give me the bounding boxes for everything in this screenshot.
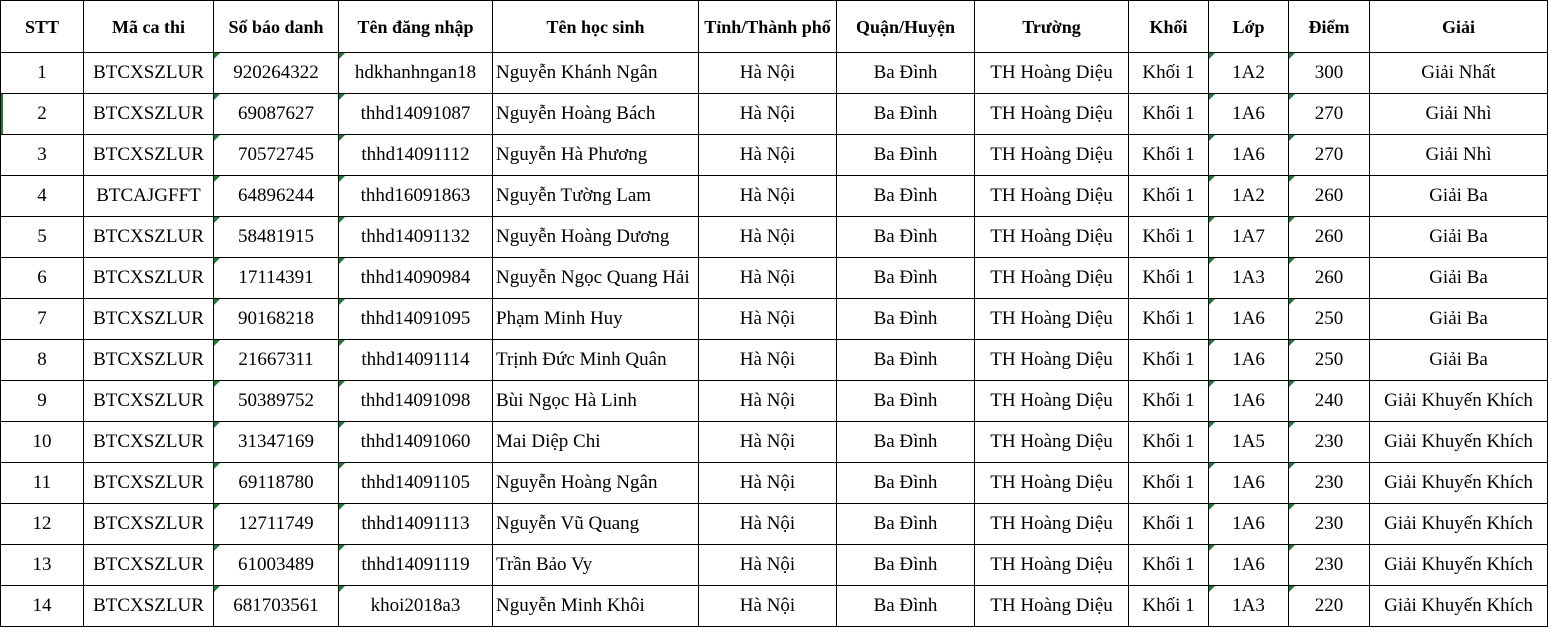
table-row (1, 94, 1548, 135)
cell-province[interactable]: Hà Nội (699, 135, 837, 176)
cell-school[interactable]: TH Hoàng Diệu (975, 135, 1129, 176)
cell-district[interactable]: Ba Đình (837, 217, 975, 258)
cell-exam-code[interactable]: BTCXSZLUR (84, 422, 214, 463)
cell-candidate-no[interactable]: 17114391 (214, 258, 339, 299)
header-school[interactable]: Trường (975, 1, 1129, 53)
cell-username[interactable]: thhd14091119 (339, 545, 493, 586)
cell-province[interactable]: Hà Nội (699, 504, 837, 545)
cell-school[interactable]: TH Hoàng Diệu (975, 176, 1129, 217)
header-class[interactable]: Lớp (1209, 1, 1289, 53)
cell-school[interactable]: TH Hoàng Diệu (975, 340, 1129, 381)
cell-exam-code[interactable]: BTCXSZLUR (84, 586, 214, 627)
cell-district[interactable]: Ba Đình (837, 463, 975, 504)
cell-province[interactable]: Hà Nội (699, 94, 837, 135)
cell-candidate-no[interactable]: 64896244 (214, 176, 339, 217)
cell-stt[interactable]: 12 (1, 504, 84, 545)
cell-district[interactable]: Ba Đình (837, 94, 975, 135)
cell-exam-code[interactable]: BTCXSZLUR (84, 340, 214, 381)
cell-class[interactable]: 1A3 (1209, 586, 1289, 627)
table-row (1, 135, 1548, 176)
cell-username[interactable]: thhd14090984 (339, 258, 493, 299)
table-row (1, 258, 1548, 299)
cell-grade[interactable]: Khối 1 (1129, 340, 1209, 381)
table-row (1, 504, 1548, 545)
cell-username[interactable]: thhd14091114 (339, 340, 493, 381)
cell-candidate-no[interactable]: 70572745 (214, 135, 339, 176)
cell-score[interactable]: 260 (1289, 258, 1370, 299)
cell-student-name[interactable]: Nguyễn Vũ Quang (493, 504, 699, 545)
table-row (1, 53, 1548, 94)
cell-class[interactable]: 1A6 (1209, 463, 1289, 504)
cell-stt[interactable]: 6 (1, 258, 84, 299)
cell-province[interactable]: Hà Nội (699, 53, 837, 94)
cell-school[interactable]: TH Hoàng Diệu (975, 217, 1129, 258)
cell-grade[interactable]: Khối 1 (1129, 299, 1209, 340)
cell-student-name[interactable]: Nguyễn Hoàng Dương (493, 217, 699, 258)
cell-grade[interactable]: Khối 1 (1129, 217, 1209, 258)
cell-score[interactable]: 230 (1289, 504, 1370, 545)
cell-class[interactable]: 1A5 (1209, 422, 1289, 463)
cell-district[interactable]: Ba Đình (837, 53, 975, 94)
cell-school[interactable]: TH Hoàng Diệu (975, 53, 1129, 94)
table-row (1, 586, 1548, 627)
cell-student-name[interactable]: Nguyễn Ngọc Quang Hải (493, 258, 699, 299)
header-candidate-no[interactable]: Số báo danh (214, 1, 339, 53)
cell-student-name[interactable]: Nguyễn Khánh Ngân (493, 53, 699, 94)
cell-candidate-no[interactable]: 69118780 (214, 463, 339, 504)
cell-student-name[interactable]: Phạm Minh Huy (493, 299, 699, 340)
table-row (1, 299, 1548, 340)
cell-province[interactable]: Hà Nội (699, 340, 837, 381)
cell-school[interactable]: TH Hoàng Diệu (975, 422, 1129, 463)
cell-grade[interactable]: Khối 1 (1129, 94, 1209, 135)
cell-school[interactable]: TH Hoàng Diệu (975, 94, 1129, 135)
cell-grade[interactable]: Khối 1 (1129, 586, 1209, 627)
cell-candidate-no[interactable]: 61003489 (214, 545, 339, 586)
cell-student-name[interactable]: Nguyễn Minh Khôi (493, 586, 699, 627)
cell-award[interactable]: Giải Khuyến Khích (1370, 381, 1548, 422)
table-row (1, 545, 1548, 586)
cell-province[interactable]: Hà Nội (699, 299, 837, 340)
cell-school[interactable]: TH Hoàng Diệu (975, 504, 1129, 545)
cell-award[interactable]: Giải Ba (1370, 340, 1548, 381)
cell-grade[interactable]: Khối 1 (1129, 176, 1209, 217)
cell-school[interactable]: TH Hoàng Diệu (975, 586, 1129, 627)
cell-award[interactable]: Giải Ba (1370, 217, 1548, 258)
cell-grade[interactable]: Khối 1 (1129, 53, 1209, 94)
cell-province[interactable]: Hà Nội (699, 545, 837, 586)
cell-award[interactable]: Giải Khuyến Khích (1370, 463, 1548, 504)
header-grade[interactable]: Khối (1129, 1, 1209, 53)
cell-exam-code[interactable]: BTCXSZLUR (84, 135, 214, 176)
table-row (1, 217, 1548, 258)
cell-grade[interactable]: Khối 1 (1129, 135, 1209, 176)
cell-province[interactable]: Hà Nội (699, 586, 837, 627)
cell-stt[interactable]: 13 (1, 545, 84, 586)
cell-district[interactable]: Ba Đình (837, 381, 975, 422)
table-row (1, 381, 1548, 422)
cell-province[interactable]: Hà Nội (699, 463, 837, 504)
cell-username[interactable]: thhd14091060 (339, 422, 493, 463)
cell-district[interactable]: Ba Đình (837, 176, 975, 217)
cell-username[interactable]: thhd14091105 (339, 463, 493, 504)
cell-class[interactable]: 1A2 (1209, 176, 1289, 217)
cell-class[interactable]: 1A3 (1209, 258, 1289, 299)
cell-class[interactable]: 1A6 (1209, 299, 1289, 340)
cell-stt[interactable]: 14 (1, 586, 84, 627)
cell-school[interactable]: TH Hoàng Diệu (975, 258, 1129, 299)
cell-award[interactable]: Giải Khuyến Khích (1370, 545, 1548, 586)
cell-school[interactable]: TH Hoàng Diệu (975, 381, 1129, 422)
cell-score[interactable]: 300 (1289, 53, 1370, 94)
cell-candidate-no[interactable]: 21667311 (214, 340, 339, 381)
header-exam-code[interactable]: Mã ca thi (84, 1, 214, 53)
header-district[interactable]: Quận/Huyện (837, 1, 975, 53)
cell-district[interactable]: Ba Đình (837, 586, 975, 627)
cell-district[interactable]: Ba Đình (837, 135, 975, 176)
cell-candidate-no[interactable]: 58481915 (214, 217, 339, 258)
cell-school[interactable]: TH Hoàng Diệu (975, 463, 1129, 504)
cell-username[interactable]: thhd16091863 (339, 176, 493, 217)
header-province[interactable]: Tỉnh/Thành phố (699, 1, 837, 53)
cell-exam-code[interactable]: BTCAJGFFT (84, 176, 214, 217)
cell-award[interactable]: Giải Ba (1370, 258, 1548, 299)
cell-class[interactable]: 1A2 (1209, 53, 1289, 94)
cell-award[interactable]: Giải Khuyến Khích (1370, 586, 1548, 627)
cell-student-name[interactable]: Trịnh Đức Minh Quân (493, 340, 699, 381)
cell-username[interactable]: hdkhanhngan18 (339, 53, 493, 94)
cell-username[interactable]: thhd14091132 (339, 217, 493, 258)
cell-exam-code[interactable]: BTCXSZLUR (84, 94, 214, 135)
cell-award[interactable]: Giải Nhì (1370, 135, 1548, 176)
cell-stt[interactable]: 8 (1, 340, 84, 381)
cell-student-name[interactable]: Nguyễn Hoàng Bách (493, 94, 699, 135)
cell-province[interactable]: Hà Nội (699, 381, 837, 422)
cell-province[interactable]: Hà Nội (699, 176, 837, 217)
table-row (1, 340, 1548, 381)
header-row (1, 1, 1548, 53)
cell-score[interactable]: 250 (1289, 299, 1370, 340)
cell-score[interactable]: 260 (1289, 176, 1370, 217)
cell-province[interactable]: Hà Nội (699, 217, 837, 258)
cell-exam-code[interactable]: BTCXSZLUR (84, 545, 214, 586)
cell-province[interactable]: Hà Nội (699, 258, 837, 299)
cell-district[interactable]: Ba Đình (837, 258, 975, 299)
cell-grade[interactable]: Khối 1 (1129, 381, 1209, 422)
cell-username[interactable]: thhd14091095 (339, 299, 493, 340)
cell-stt[interactable]: 5 (1, 217, 84, 258)
header-username[interactable]: Tên đăng nhập (339, 1, 493, 53)
cell-class[interactable]: 1A6 (1209, 545, 1289, 586)
cell-student-name[interactable]: Nguyễn Tường Lam (493, 176, 699, 217)
cell-exam-code[interactable]: BTCXSZLUR (84, 217, 214, 258)
cell-score[interactable]: 270 (1289, 135, 1370, 176)
cell-student-name[interactable]: Mai Diệp Chi (493, 422, 699, 463)
cell-class[interactable]: 1A6 (1209, 94, 1289, 135)
cell-grade[interactable]: Khối 1 (1129, 545, 1209, 586)
cell-stt[interactable]: 2 (1, 94, 84, 135)
cell-exam-code[interactable]: BTCXSZLUR (84, 258, 214, 299)
table-row (1, 463, 1548, 504)
cell-exam-code[interactable]: BTCXSZLUR (84, 463, 214, 504)
cell-class[interactable]: 1A7 (1209, 217, 1289, 258)
cell-candidate-no[interactable]: 681703561 (214, 586, 339, 627)
cell-exam-code[interactable]: BTCXSZLUR (84, 299, 214, 340)
cell-candidate-no[interactable]: 90168218 (214, 299, 339, 340)
cell-award[interactable]: Giải Nhì (1370, 94, 1548, 135)
cell-student-name[interactable]: Nguyễn Hà Phương (493, 135, 699, 176)
header-award[interactable]: Giải (1370, 1, 1548, 53)
cell-stt[interactable]: 3 (1, 135, 84, 176)
cell-student-name[interactable]: Bùi Ngọc Hà Linh (493, 381, 699, 422)
cell-score[interactable]: 250 (1289, 340, 1370, 381)
cell-stt[interactable]: 10 (1, 422, 84, 463)
cell-username[interactable]: thhd14091087 (339, 94, 493, 135)
cell-award[interactable]: Giải Ba (1370, 176, 1548, 217)
cell-award[interactable]: Giải Nhất (1370, 53, 1548, 94)
cell-username[interactable]: thhd14091112 (339, 135, 493, 176)
cell-username[interactable]: thhd14091098 (339, 381, 493, 422)
cell-score[interactable]: 230 (1289, 422, 1370, 463)
cell-district[interactable]: Ba Đình (837, 422, 975, 463)
cell-district[interactable]: Ba Đình (837, 299, 975, 340)
cell-grade[interactable]: Khối 1 (1129, 504, 1209, 545)
cell-exam-code[interactable]: BTCXSZLUR (84, 53, 214, 94)
cell-district[interactable]: Ba Đình (837, 545, 975, 586)
cell-class[interactable]: 1A6 (1209, 504, 1289, 545)
cell-district[interactable]: Ba Đình (837, 504, 975, 545)
cell-award[interactable]: Giải Khuyến Khích (1370, 422, 1548, 463)
cell-class[interactable]: 1A6 (1209, 340, 1289, 381)
cell-stt[interactable]: 7 (1, 299, 84, 340)
cell-score[interactable]: 230 (1289, 545, 1370, 586)
cell-stt[interactable]: 1 (1, 53, 84, 94)
cell-score[interactable]: 270 (1289, 94, 1370, 135)
table-row (1, 176, 1548, 217)
header-stt[interactable]: STT (1, 1, 84, 53)
cell-grade[interactable]: Khối 1 (1129, 258, 1209, 299)
cell-school[interactable]: TH Hoàng Diệu (975, 545, 1129, 586)
cell-score[interactable]: 260 (1289, 217, 1370, 258)
cell-district[interactable]: Ba Đình (837, 340, 975, 381)
header-score[interactable]: Điểm (1289, 1, 1370, 53)
cell-student-name[interactable]: Nguyễn Hoàng Ngân (493, 463, 699, 504)
cell-candidate-no[interactable]: 920264322 (214, 53, 339, 94)
cell-grade[interactable]: Khối 1 (1129, 422, 1209, 463)
cell-student-name[interactable]: Trần Bảo Vy (493, 545, 699, 586)
cell-stt[interactable]: 11 (1, 463, 84, 504)
cell-candidate-no[interactable]: 50389752 (214, 381, 339, 422)
cell-grade[interactable]: Khối 1 (1129, 463, 1209, 504)
header-student-name[interactable]: Tên học sinh (493, 1, 699, 53)
cell-stt[interactable]: 4 (1, 176, 84, 217)
cell-stt[interactable]: 9 (1, 381, 84, 422)
cell-candidate-no[interactable]: 12711749 (214, 504, 339, 545)
cell-class[interactable]: 1A6 (1209, 381, 1289, 422)
cell-candidate-no[interactable]: 69087627 (214, 94, 339, 135)
cell-score[interactable]: 220 (1289, 586, 1370, 627)
table-row (1, 422, 1548, 463)
cell-username[interactable]: thhd14091113 (339, 504, 493, 545)
cell-school[interactable]: TH Hoàng Diệu (975, 299, 1129, 340)
cell-exam-code[interactable]: BTCXSZLUR (84, 504, 214, 545)
cell-award[interactable]: Giải Khuyến Khích (1370, 504, 1548, 545)
cell-score[interactable]: 240 (1289, 381, 1370, 422)
cell-award[interactable]: Giải Ba (1370, 299, 1548, 340)
cell-exam-code[interactable]: BTCXSZLUR (84, 381, 214, 422)
cell-province[interactable]: Hà Nội (699, 422, 837, 463)
cell-candidate-no[interactable]: 31347169 (214, 422, 339, 463)
cell-score[interactable]: 230 (1289, 463, 1370, 504)
cell-username[interactable]: khoi2018a3 (339, 586, 493, 627)
cell-class[interactable]: 1A6 (1209, 135, 1289, 176)
